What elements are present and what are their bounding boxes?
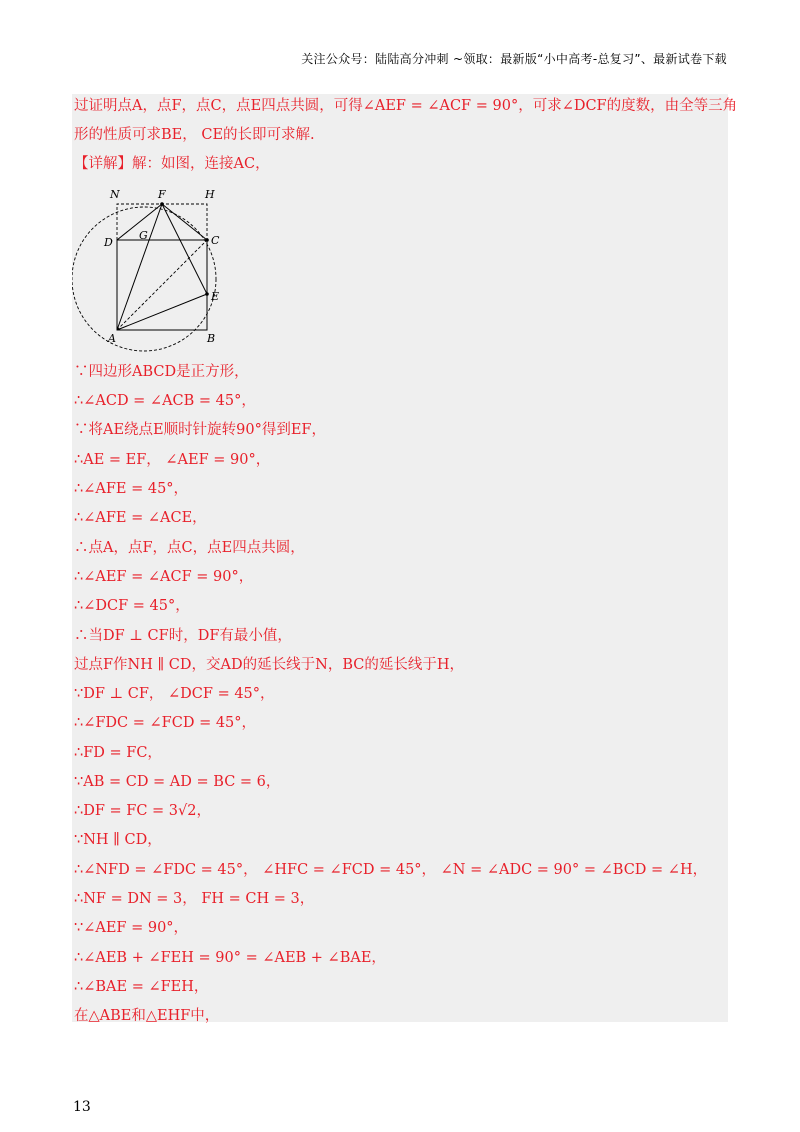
solution-step: ∵AB = CD = AD = BC = 6， — [74, 774, 281, 790]
solution-step: ∴当DF ⊥ CF时，DF有最小值， — [74, 628, 292, 644]
label-g: G — [139, 229, 148, 242]
label-h: H — [205, 188, 215, 201]
intro-line-2 — [74, 125, 315, 145]
solution-step: ∴∠AFE = ∠ACE， — [74, 510, 207, 526]
segment-ac-dashed — [117, 240, 207, 330]
intro-line-1: 过证明点A，点F，点C，点E四点共圆，可得∠AEF = ∠ACF = 90°，可求∠DCF的度数，由全等三角 — [74, 98, 738, 114]
solution-panel — [72, 94, 738, 1024]
segment-af — [117, 204, 162, 330]
solution-step: ∴∠FDC = ∠FCD = 45°， — [74, 715, 257, 731]
solution-step: ∵将AE绕点E顺时针旋转90°得到EF， — [74, 422, 326, 438]
solution-step: ∴FD = FC， — [74, 745, 162, 761]
solution-step: ∴∠AFE = 45°， — [74, 481, 189, 497]
intro-line-2-text: 形的性质可求BE， CE的长即可求解. — [74, 127, 315, 143]
solution-step: ∵∠AEF = 90°， — [74, 920, 189, 936]
square-abcd — [117, 240, 207, 330]
geometry-figure — [72, 182, 232, 352]
detail-line — [74, 154, 270, 174]
solution-step: 过点F作NH ∥ CD，交AD的延长线于N，BC的延长线于H， — [74, 657, 464, 673]
solution-step: ∴∠AEF = ∠ACF = 90°， — [74, 569, 254, 585]
label-e: E — [211, 290, 220, 303]
solution-step: 在△ABE和△EHF中， — [74, 1008, 220, 1024]
label-b: B — [207, 332, 216, 345]
label-n: N — [110, 188, 120, 201]
segment-fc — [162, 204, 207, 240]
label-f: F — [158, 188, 166, 201]
detail-text: 解：如图，连接AC， — [132, 156, 270, 172]
detail-label: 【详解】 — [74, 156, 132, 172]
page-header: 关注公众号：陆陆高分冲刺 ~领取：最新版“小中高考-总复习”、最新试卷下载 — [301, 52, 727, 66]
solution-step: ∵四边形ABCD是正方形， — [74, 364, 249, 380]
segment-fe — [162, 204, 207, 294]
solution-step: ∵DF ⊥ CF， ∠DCF = 45°， — [74, 686, 275, 702]
solution-step: ∴DF = FC = 3√2， — [74, 803, 211, 819]
label-a: A — [108, 332, 116, 345]
solution-step: ∴∠ACD = ∠ACB = 45°， — [74, 393, 256, 409]
solution-step: ∴∠NFD = ∠FDC = 45°， ∠HFC = ∠FCD = 45°， ∠N = ∠ADC = 90° = ∠BCD = ∠H， — [74, 862, 708, 878]
segment-ae — [117, 294, 207, 330]
solution-step: ∵NH ∥ CD， — [74, 832, 162, 848]
solution-step: ∴∠BAE = ∠FEH， — [74, 979, 209, 995]
solution-step: ∴点A，点F，点C，点E四点共圆， — [74, 540, 305, 556]
solution-step: ∴∠DCF = 45°， — [74, 598, 190, 614]
solution-step: ∴∠AEB + ∠FEH = 90° = ∠AEB + ∠BAE， — [74, 950, 386, 966]
label-d: D — [104, 236, 113, 249]
solution-step: ∴AE = EF， ∠AEF = 90°， — [74, 452, 271, 468]
label-c: C — [211, 234, 220, 247]
solution-step: ∴NF = DN = 3， FH = CH = 3， — [74, 891, 315, 907]
page-number: 13 — [73, 1099, 91, 1115]
